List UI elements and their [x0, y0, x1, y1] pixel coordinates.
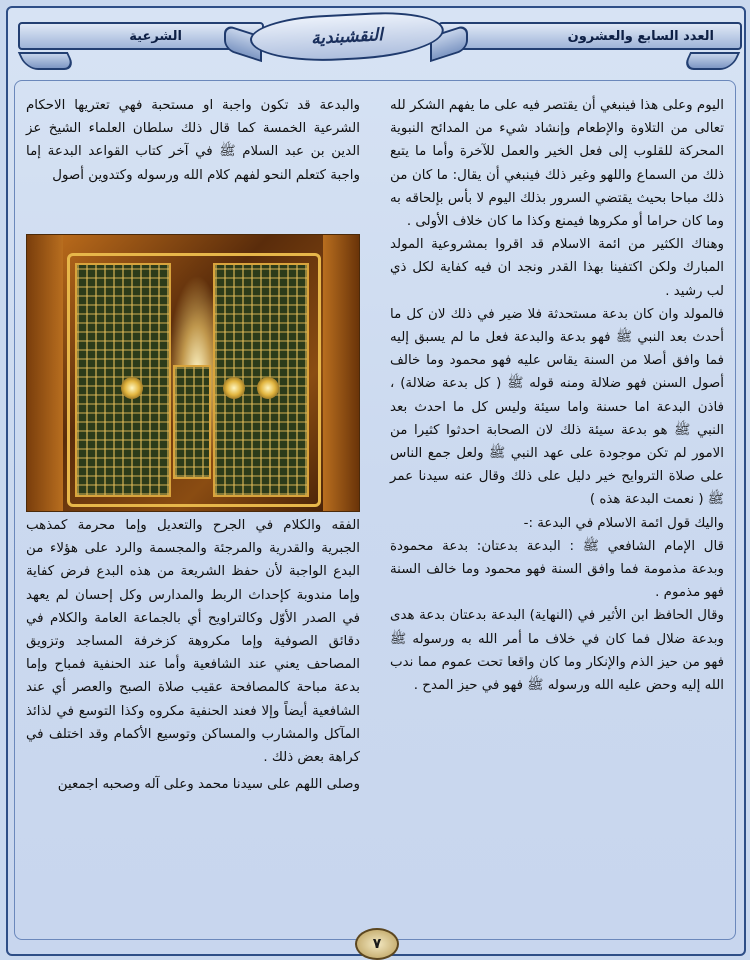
photo-prophet-mosque-grille	[26, 234, 360, 512]
paragraph: وهناك الكثير من ائمة الاسلام قد اقروا بمشروعية المولد المبارك ولكن اكتفينا بهذا القدر ونجد ان فيه كفاية لكل ذي لب رشيد .	[390, 237, 724, 299]
paragraph: والبدعة قد تكون واجبة او مستحبة فهي تعتريها الاحكام الشرعية الخمسة كما قال ذلك سلطان العلماء الشيخ عز الدين بن عبد السلام ﷺ في آخر كتاب القواعد البدعة إما واجبة كتعلم النحو لفهم كلام الله ورسوله وكتدوين أصول	[26, 98, 360, 183]
article-left-column-top	[26, 94, 360, 187]
page-number-badge	[355, 928, 399, 960]
paragraph: قال الإمام الشافعي ﷺ : البدعة بدعتان: بدعة محمودة وبدعة مذمومة فما وافق السنة فهو محمود وما خالف السنة فهو مذموم .	[390, 538, 724, 601]
article-right-column	[390, 94, 724, 697]
medallion	[257, 377, 279, 399]
medallion	[223, 377, 245, 399]
masthead-title: النقشبندية	[310, 25, 384, 49]
gate-frame	[67, 253, 321, 507]
wall-right	[323, 235, 359, 511]
wall-left	[27, 235, 63, 511]
section-label: الشرعية	[129, 28, 182, 44]
medallion	[121, 377, 143, 399]
paragraph: اليوم وعلى هذا فينبغي أن يقتصر فيه على ما يفهم الشكر لله تعالى من التلاوة والإطعام وإنشاد شيء من المدائح النبوية المحركة للقلوب إلى فعل الخير والعمل للآخرة وأما ما يتبع ذلك من السماع واللهو وغير ذلك فينبغي أن يقال: ما كان من ذلك مباحا بحيث يقتضي السرور بذلك اليوم لا بأس بإلحاقه به وما كان حراما أو مكروها فيمنع وكذا ما كان خلاف الأولى .	[390, 98, 724, 230]
paragraph: فالمولد وان كان بدعة مستحدثة فلا ضير في ذلك لان كل ما أحدث بعد النبي ﷺ فهو بدعة والبدعة فعل ما لم يسبق إليه فما وافق أصلا من السنة يقاس عليه فهو محمود وما خالف أصول السنن فهو ضلالة ومنه قوله ﷺ ( كل بدعة ضلالة) ، فاذن البدعة اما حسنة واما سيئة وليس كل ما احدث بعد النبي ﷺ هو بدعة سيئة ذلك لان الصحابة احدثوا كثيرا من الامور لم تكن موجودة على عهد النبي ﷺ ولعل جمع الناس على صلاة التروايح خير دليل على ذلك وقال عنه سيدنا عمر ﷺ ( نعمت البدعة هذه )	[390, 306, 724, 508]
closing-paragraph: وصلى اللهم على سيدنا محمد وعلى آله وصحبه اجمعين	[57, 777, 360, 793]
issue-label: العدد السابع والعشرون	[567, 28, 714, 44]
paragraph: الفقه والكلام في الجرح والتعديل وإما محرمة كمذهب الجبرية والقدرية والمرجئة والمجسمة والرد على هؤلاء من البدع الواجبة لأن حفظ الشريعة من هذه البدع فرض كفاية وإما مندوبة كإحداث الربط والمدارس وكل إحسان لم يعهد في الصدر الأوّل وكالتراويح أي بالجماعة العامة والكلام في دقائق الصوفية وإما مكروهة كزخرفة المساجد وتزويق المصاحف يعني عند الشافعية وأما عند الحنفية فمباح وإما بدعة مباحة كالمصافحة عقيب صلاة الصبح والعصر أي عند الشافعية أيضاً وإلا فعند الحنفية مكروه وكذا التوسع في لذائذ المآكل والمشارب والمساكن وتوسيع الأكمام وقد اختلف في كراهة بعض ذلك .	[26, 518, 360, 766]
page-number: ٧	[372, 936, 382, 952]
article-left-column-bottom	[26, 514, 360, 796]
paragraph: وقال الحافظ ابن الأثير في (النهاية) البدعة بدعتان بدعة هدى وبدعة ضلال فما كان في خلاف ما أمر الله به ورسوله ﷺ فهو من حيز الذم والإنكار وما كان واقعا تحت عموم مما ندب الله إليه وحض عليه الله ورسوله ﷺ فهو في حيز المدح .	[390, 608, 724, 694]
issue-banner	[438, 22, 742, 50]
paragraph: واليك قول ائمة الاسلام في البدعة :-	[523, 515, 724, 531]
